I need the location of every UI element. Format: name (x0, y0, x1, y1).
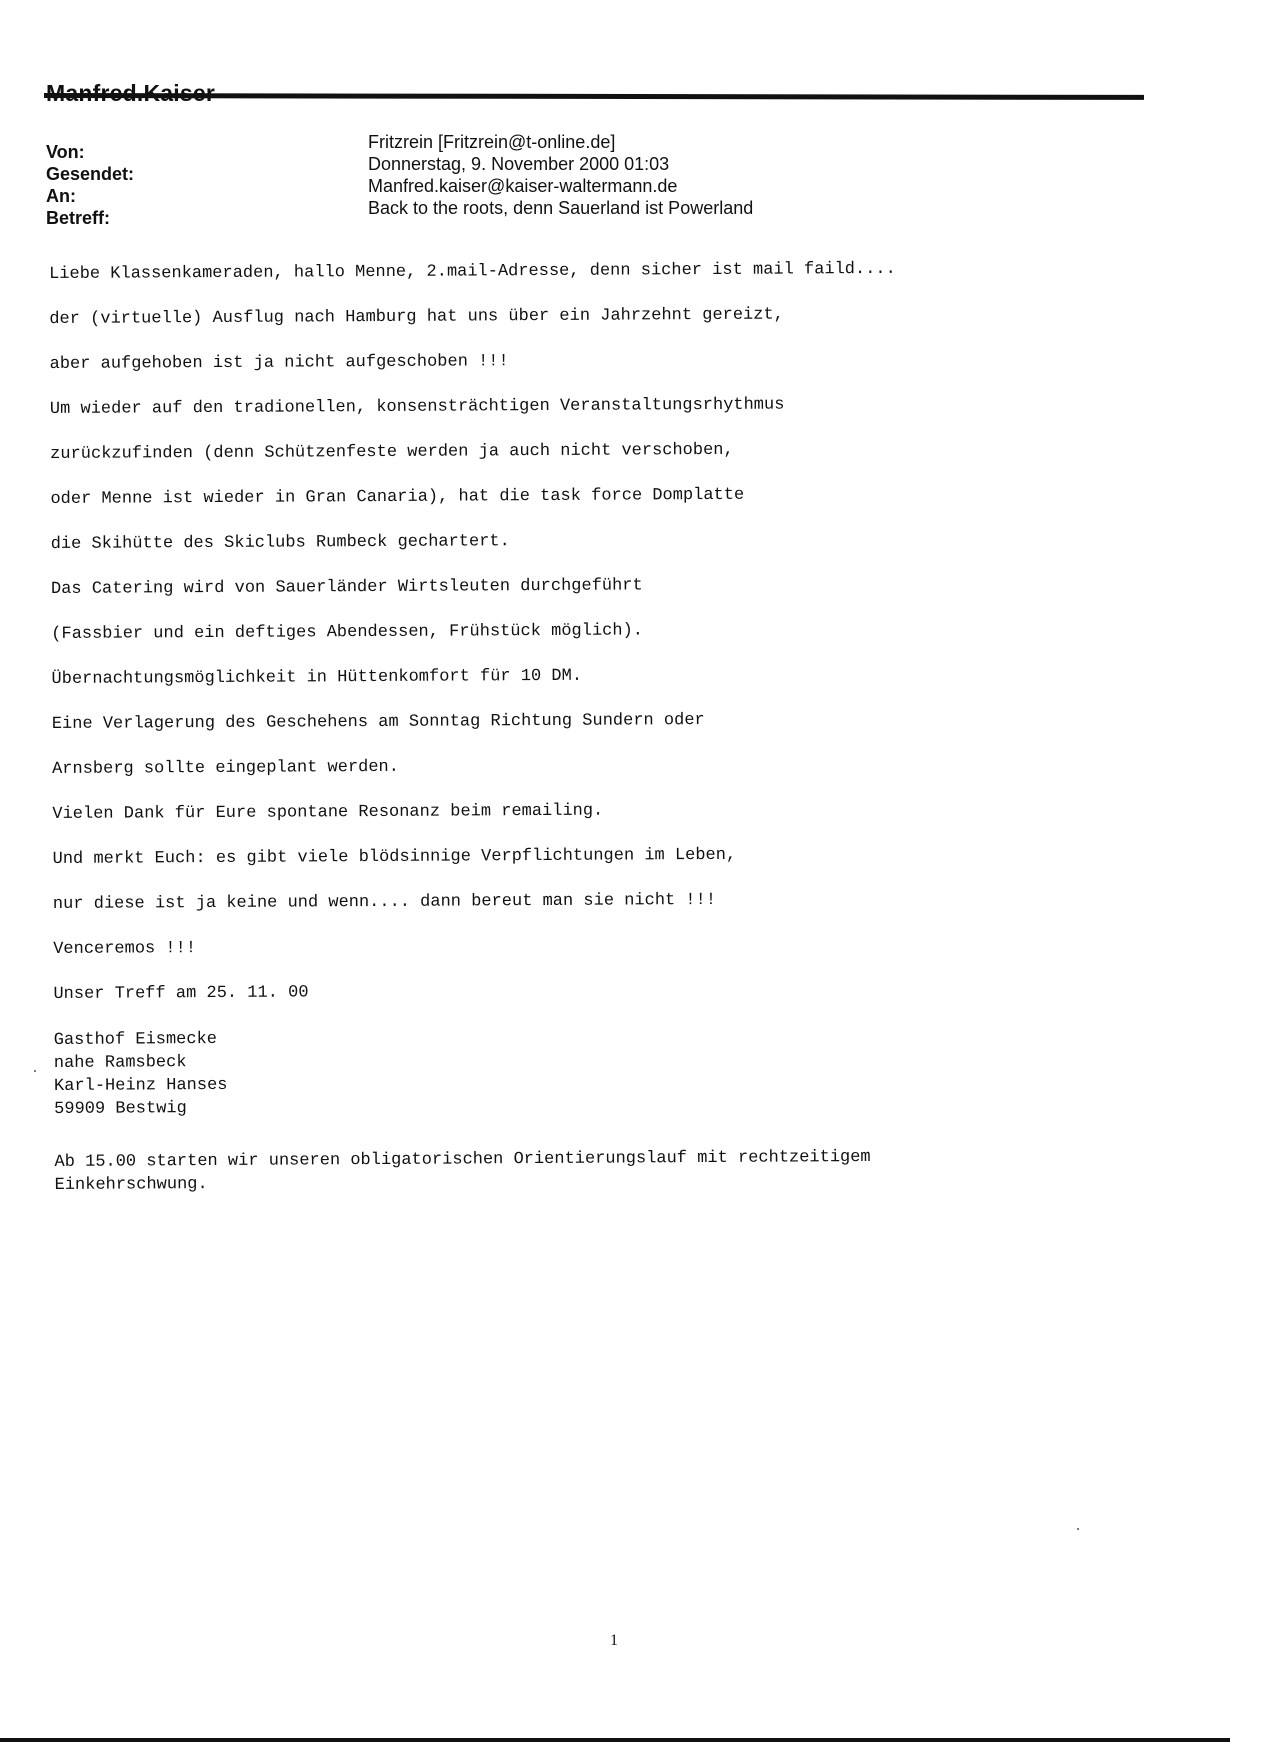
venue-address (54, 1023, 1055, 1121)
body-line: oder Menne ist wieder in Gran Canaria), hat die task force Domplatte (50, 485, 745, 509)
body-line: Arnsberg sollte eingeplant werden. (52, 757, 399, 779)
field-label-gesendet: Gesendet: (46, 164, 135, 184)
body-line: nur diese ist ja keine und wenn.... dann bereut man sie nicht !!! (52, 890, 717, 914)
address-line: Karl-Heinz Hanses (53, 1075, 228, 1096)
address-line: 59909 Bestwig (54, 1099, 187, 1119)
email-body (49, 258, 1055, 1197)
field-label-an: An: (46, 186, 76, 206)
field-value-an: Manfred.kaiser@kaiser-waltermann.de (368, 176, 678, 196)
field-value-gesendet: Donnerstag, 9. November 2000 01:03 (368, 154, 670, 174)
address-line: Gasthof Eismecke (53, 1029, 218, 1050)
body-line: Eine Verlagerung des Geschehens am Sonntag Richtung Sundern oder (51, 711, 705, 734)
body-line: Liebe Klassenkameraden, hallo Menne, 2.mail-Adresse, denn sicher ist mail faild.... (49, 259, 896, 284)
body-line: Und merkt Euch: es gibt viele blödsinnige Verpflichtungen im Leben, (52, 845, 737, 869)
body-line: die Skihütte des Skiclubs Rumbeck gechartert. (50, 532, 510, 554)
body-line: Unser Treff am 25. 11. 00 (53, 983, 309, 1004)
body-line: der (virtuelle) Ausflug nach Hamburg hat uns über ein Jahrzehnt gereizt, (49, 305, 784, 329)
field-value-von: Fritzrein [Fritzrein@t-online.de] (368, 132, 616, 152)
page-number: 1 (610, 1632, 618, 1649)
scan-speck (1077, 1528, 1079, 1530)
body-line: Vielen Dank für Eure spontane Resonanz beim remailing. (52, 801, 604, 824)
closing-paragraph: Ab 15.00 starten wir unseren obligatorischen Orientierungslauf mit rechtzeitigem Einkehrschwung. (54, 1147, 871, 1195)
body-line: Übernachtungsmöglichkeit in Hüttenkomfort für 10 DM. (51, 666, 583, 689)
field-label-betreff: Betreff: (46, 208, 111, 228)
scan-speck (34, 1070, 36, 1072)
body-line: Um wieder auf den tradionellen, konsensträchtigen Veranstaltungsrhythmus (49, 395, 785, 419)
footer-rule (0, 1738, 1230, 1742)
address-line: nahe Ramsbeck (53, 1053, 187, 1073)
body-line: zurückzufinden (denn Schützenfeste werden ja auch nicht verschoben, (50, 440, 734, 464)
body-line: Venceremos !!! (53, 939, 197, 959)
field-value-betreff: Back to the roots, denn Sauerland ist Powerland (368, 198, 754, 218)
body-line: (Fassbier und ein deftiges Abendessen, Frühstück möglich). (51, 621, 644, 644)
body-line: aber aufgehoben ist ja nicht aufgeschoben !!! (49, 352, 509, 374)
body-line: Das Catering wird von Sauerländer Wirtsleuten durchgeführt (50, 576, 643, 599)
field-label-von: Von: (46, 142, 85, 162)
